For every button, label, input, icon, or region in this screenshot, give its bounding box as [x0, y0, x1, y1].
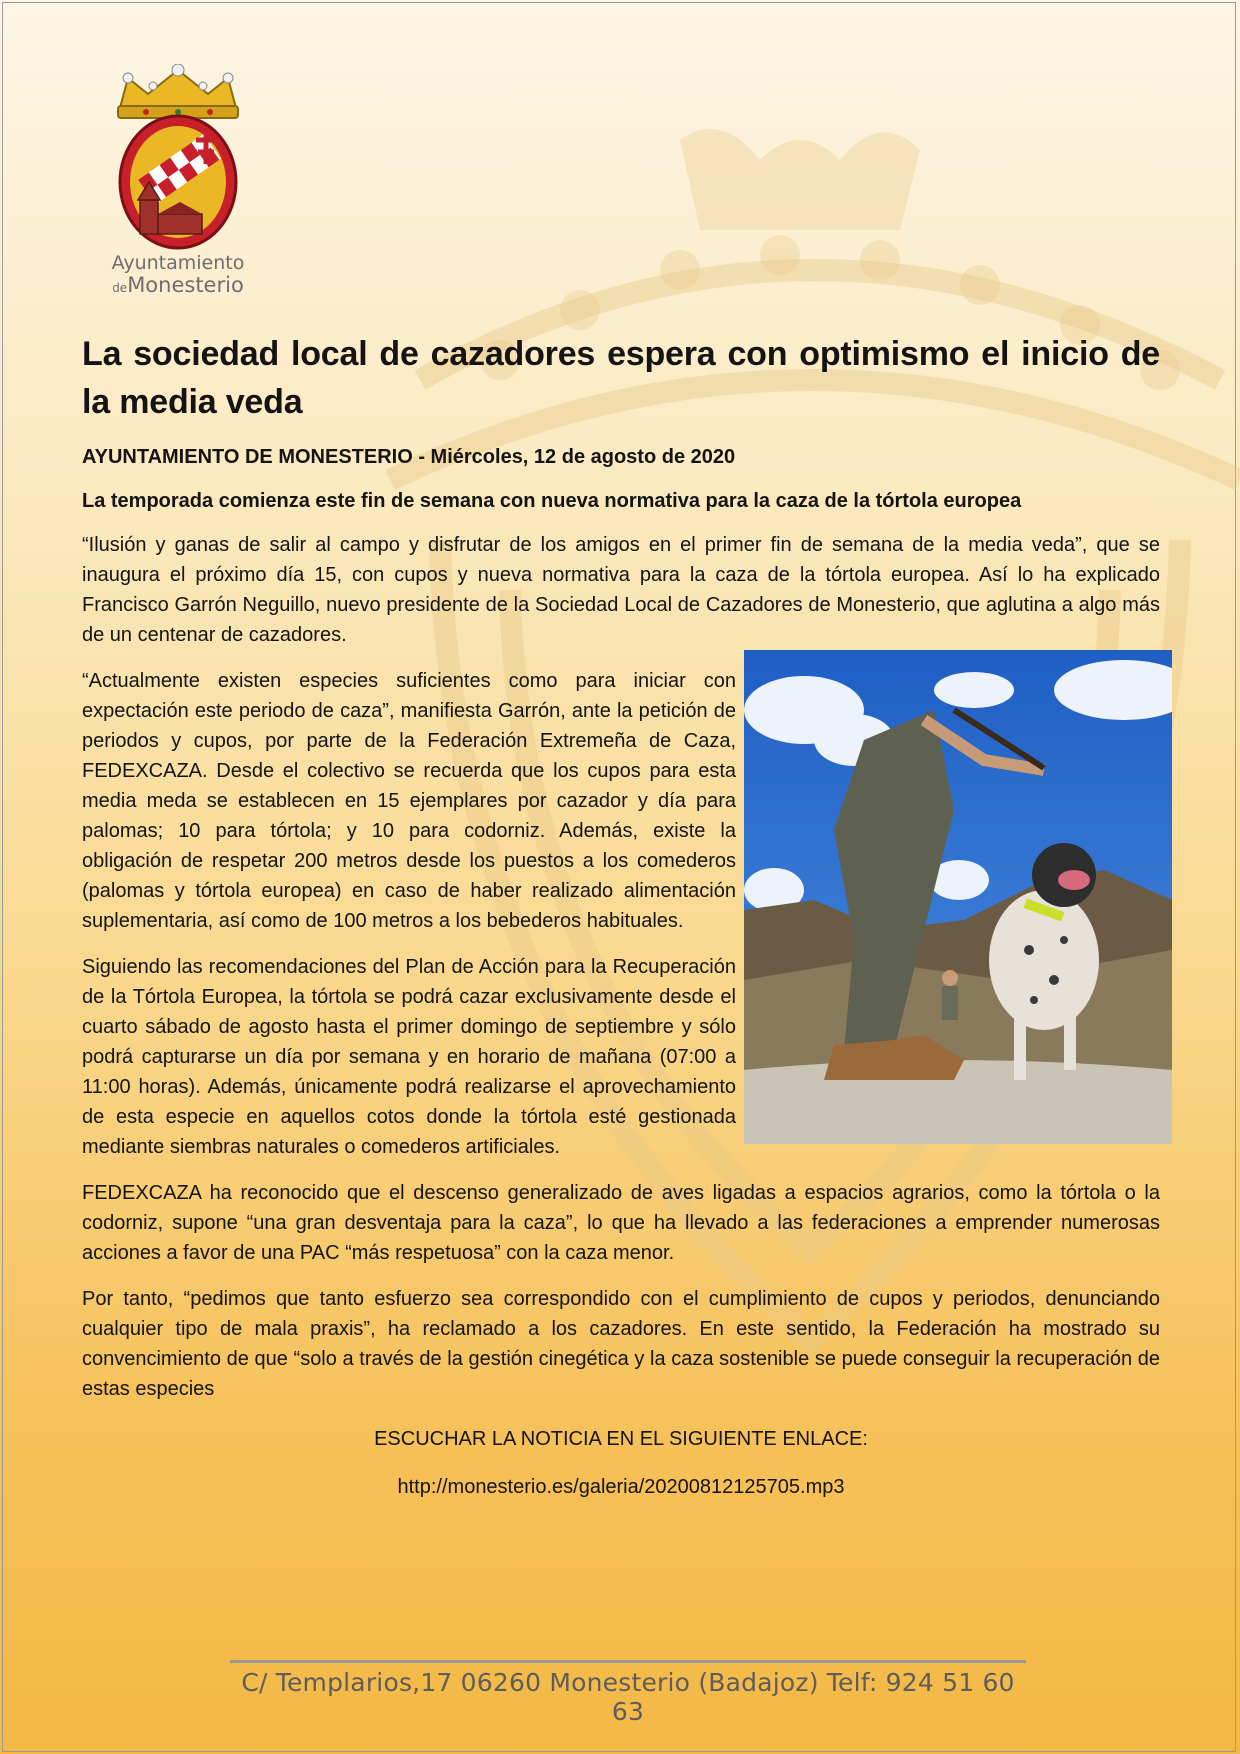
- article-subtitle: La temporada comienza este fin de semana con nueva normativa para la caza de la tórtola europea: [82, 490, 1022, 512]
- photo-illustration: [744, 650, 1172, 1144]
- footer-divider: [230, 1660, 1026, 1663]
- logo-line-1: Ayuntamiento: [111, 252, 245, 274]
- article: [82, 330, 1160, 1500]
- listen-label: ESCUCHAR LA NOTICIA EN EL SIGUIENTE ENLACE:: [374, 1428, 868, 1450]
- municipal-logo: [98, 64, 258, 304]
- listen-link-block: [82, 1426, 1160, 1500]
- logo-line-2-prefix: de: [112, 280, 128, 295]
- hunter-and-dog-photo: [744, 650, 1172, 1144]
- footer-address: C/ Templarios,17 06260 Monesterio (Badajoz) Telf: 924 51 60 63: [241, 1668, 1015, 1726]
- article-paragraph-3: Siguiendo las recomendaciones del Plan de Acción para la Recuperación de la Tórtola Europea, la tórtola se podrá cazar exclusivamente desde el cuarto sábado de agosto hasta el primer domingo de septiembre y sólo podrá capturarse un día por semana y en horario de mañana (07:00 a 11:00 horas). Además, únicamente podrá realizarse el aprovechamiento de esta especie en aquellos cotos donde la tórtola esté gestionada mediante siembras naturales o comederos artificiales.: [82, 956, 736, 1158]
- article-title: La sociedad local de cazadores espera con optimismo el inicio de la media veda: [82, 335, 1160, 421]
- listen-url-link[interactable]: http://monesterio.es/galeria/20200812125705.mp3: [397, 1476, 845, 1498]
- article-dateline: AYUNTAMIENTO DE MONESTERIO - Miércoles, 12 de agosto de 2020: [82, 446, 736, 468]
- article-paragraph-4: FEDEXCAZA ha reconocido que el descenso generalizado de aves ligadas a espacios agrarios, como la tórtola o la codorniz, supone “una gran desventaja para la caza”, lo que ha llevado a las federaciones a emprender numerosas acciones a favor de una PAC “más respetuosa” con la caza menor.: [82, 1182, 1160, 1264]
- logo-line-2-name: Monesterio: [127, 272, 244, 297]
- logo-wordmark: [98, 254, 258, 296]
- article-paragraph-5: Por tanto, “pedimos que tanto esfuerzo sea correspondido con el cumplimiento de cupos y periodos, denunciando cualquier tipo de mala praxis”, ha reclamado a los cazadores. En este sentido, la Federación ha mostrado su convencimiento de que “solo a través de la gestión cinegética y la caza sostenible se puede conseguir la recuperación de estas especies: [82, 1288, 1160, 1400]
- logo-line-2: [98, 274, 258, 296]
- coat-of-arms-icon: [98, 64, 258, 254]
- article-paragraph-2: “Actualmente existen especies suficientes como para iniciar con expectación este periodo de caza”, manifiesta Garrón, ante la petición de periodos y cupos, por parte de la Federación Extremeña de Caza, FEDEXCAZA. Desde el colectivo se recuerda que los cupos para esta media meda se establecen en 15 ejemplares por cazador y día para palomas; 10 para tórtola; y 10 para codorniz. Además, existe la obligación de respetar 200 metros desde los puestos a los comederos (palomas y tórtola europea) en caso de haber realizado alimentación suplementaria, así como de 100 metros a los bebederos habituales.: [82, 670, 736, 932]
- article-paragraph-1: “Ilusión y ganas de salir al campo y disfrutar de los amigos en el primer fin de semana de la media veda”, que se inaugura el próximo día 15, con cupos y nueva normativa para la caza de la tórtola europea. Así lo ha explicado Francisco Garrón Neguillo, nuevo presidente de la Sociedad Local de Cazadores de Monesterio, que aglutina a algo más de un centenar de cazadores.: [82, 534, 1160, 646]
